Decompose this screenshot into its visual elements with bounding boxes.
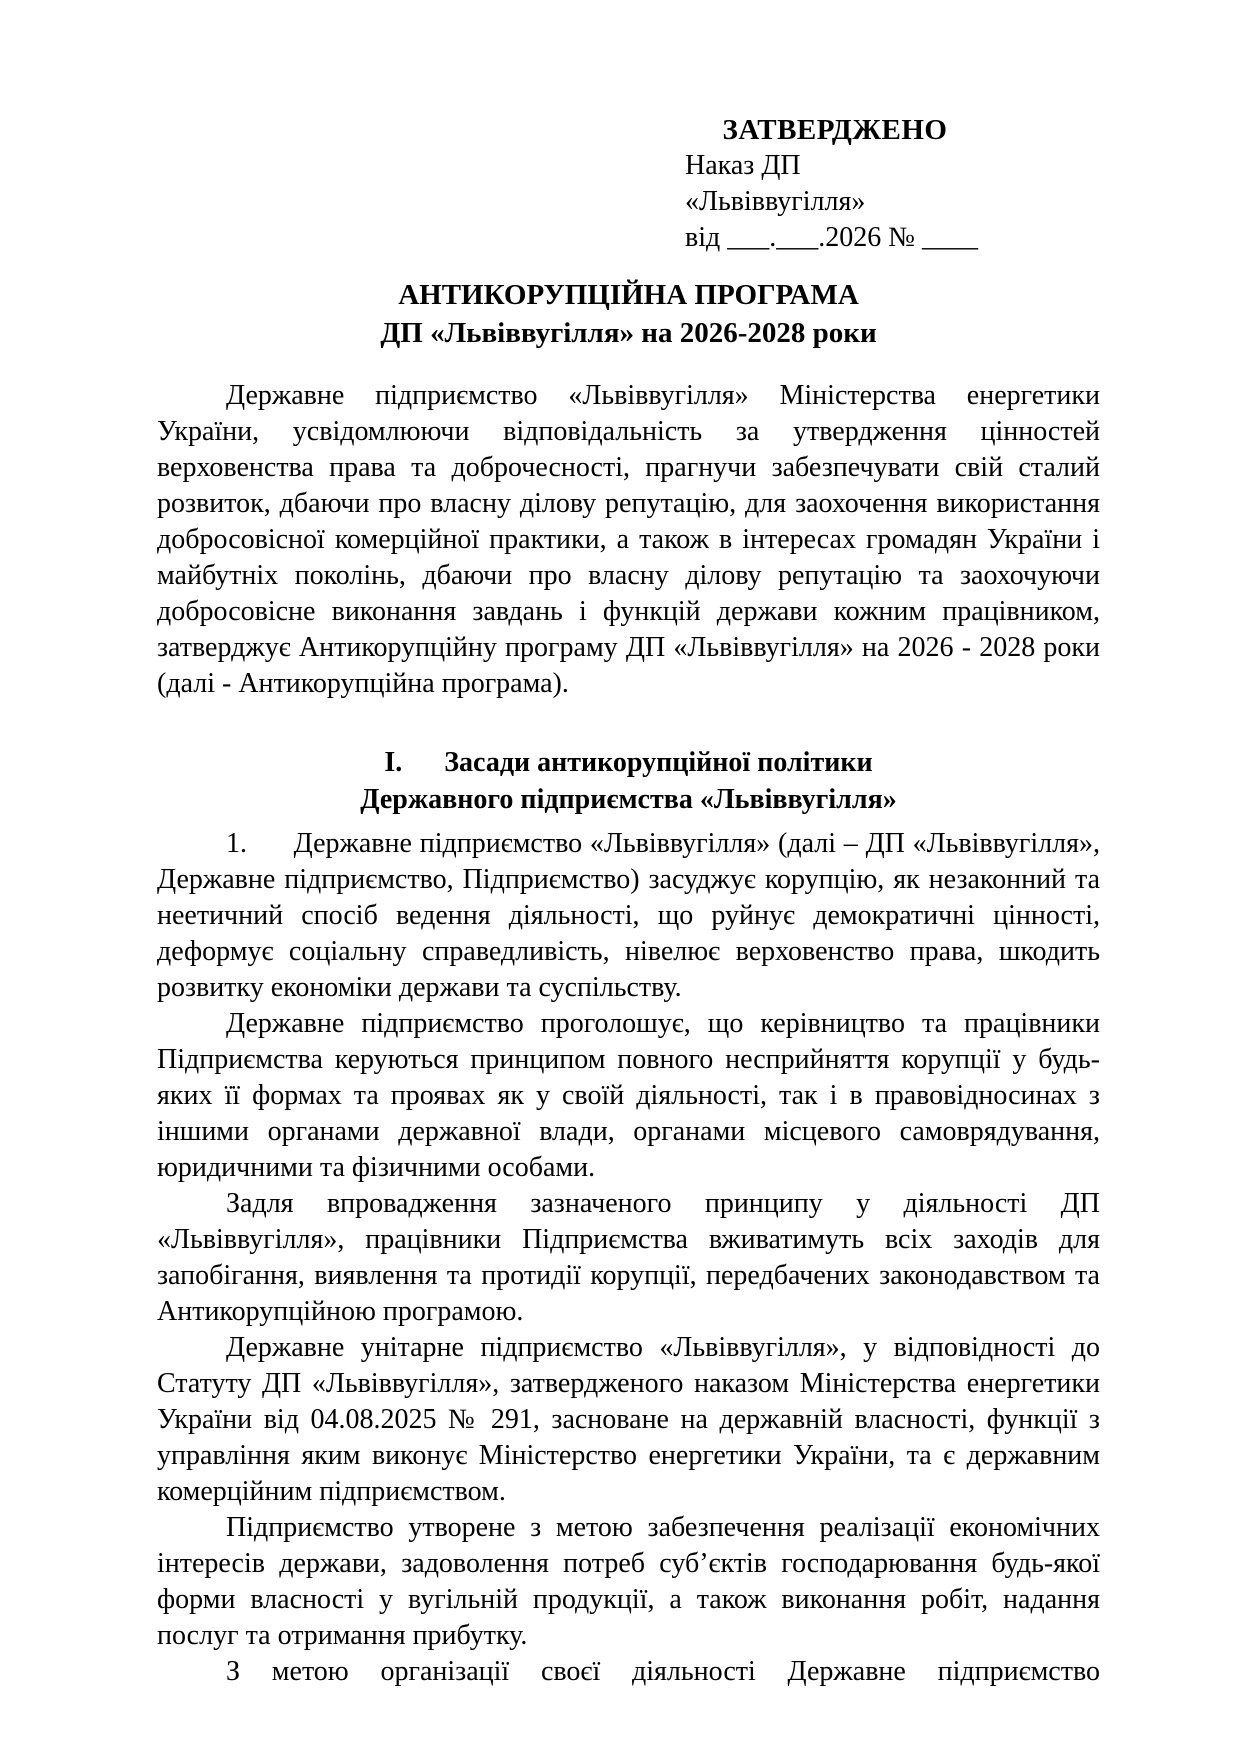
document-title xyxy=(157,276,1100,352)
section-heading-line2: Державного підприємства «Львіввугілля» xyxy=(360,784,897,815)
body-paragraph-1: 1. Державне підприємство «Львіввугілля» (далі – ДП «Львіввугілля», Державне підприємство, Підприємство) засуджує корупцію, як незаконний та неетичний спосіб ведення діяльності, що руйнує демократичні цінності, деформує соціальну справедливість, нівелює верховенство права, шкодить розвитку економіки держави та суспільству. xyxy=(157,828,1100,1003)
body-paragraph-5: Підприємство утворене з метою забезпечення реалізації економічних інтересів держави, задоволення потреб суб’єктів господарювання будь-якої форми власності у вугільній продукції, а також виконання робіт, надання послуг та отримання прибутку. xyxy=(157,1512,1100,1651)
approval-block xyxy=(685,112,985,256)
approval-order-line: Наказ ДП «Львіввугілля» xyxy=(685,150,866,217)
body-paragraph-6: З метою організації своєї діяльності Державне підприємство xyxy=(226,1656,1100,1687)
approval-date-line: від ___.___.2026 № ____ xyxy=(685,222,978,253)
section-heading-line1: I. Засади антикорупційної політики xyxy=(384,747,873,778)
intro-paragraph: Державне підприємство «Львіввугілля» Міністерства енергетики України, усвідомлюючи відповідальність за утвердження цінностей верховенства права та доброчесності, прагнучи забезпечувати свій сталий розвиток, дбаючи про власну ділову репутацію, для заохочення використання добросовісної комерційної практики, а також в інтересах громадян України і майбутніх поколінь, дбаючи про власну ділову репутацію та заохочуючи добросовісне виконання завдань і функцій держави кожним працівником, затверджує Антикорупційну програму ДП «Львіввугілля» на 2026 - 2028 роки (далі - Антикорупційна програма). xyxy=(157,380,1100,699)
document-title-line1: АНТИКОРУПЦІЙНА ПРОГРАМА xyxy=(398,279,859,311)
body-paragraph-4: Державне унітарне підприємство «Львіввугілля», у відповідності до Статуту ДП «Львіввугілля», затвердженого наказом Міністерства енергетики України від 04.08.2025 № 291, засноване на державній власності, функції з управління яким виконує Міністерство енергетики України, та є державним комерційним підприємством. xyxy=(157,1332,1100,1507)
section-heading xyxy=(157,744,1100,818)
approval-stamp: ЗАТВЕРДЖЕНО xyxy=(722,114,948,146)
document-title-line2: ДП «Львіввугілля» на 2026-2028 роки xyxy=(380,317,877,349)
body-paragraph-3: Задля впровадження зазначеного принципу у діяльності ДП «Львіввугілля», працівники Підприємства вживатимуть всіх заходів для запобігання, виявлення та протидії корупції, передбачених законодавством та Антикорупційною програмою. xyxy=(157,1188,1100,1327)
body-paragraph-2: Державне підприємство проголошує, що керівництво та працівники Підприємства керуються принципом повного несприйняття корупції у будь-яких її формах та проявах як у своїй діяльності, так і в правовідносинах з іншими органами державної влади, органами місцевого самоврядування, юридичними та фізичними особами. xyxy=(157,1008,1100,1183)
